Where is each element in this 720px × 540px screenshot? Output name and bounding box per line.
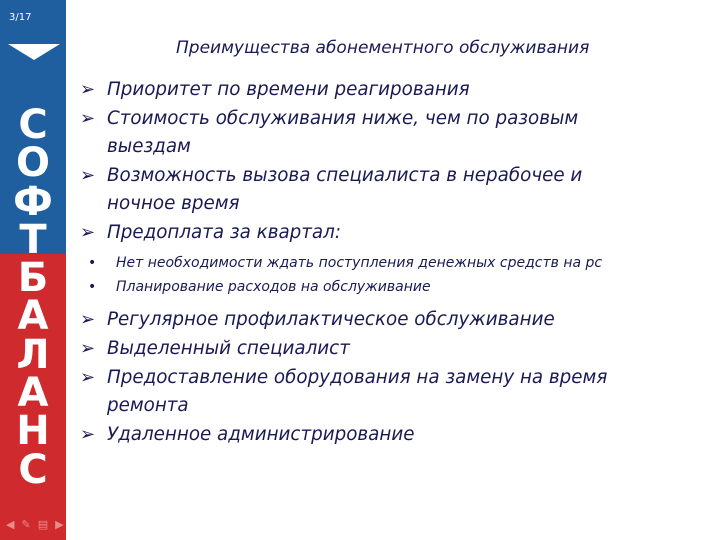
bullet-item <box>78 105 712 161</box>
bullet-item <box>78 335 712 363</box>
arrow-bullet-icon: ➢ <box>80 424 96 445</box>
bullet-line: ночное время <box>107 193 240 214</box>
bullet-line: Предоплата за квартал: <box>107 222 341 243</box>
arrow-bullet-icon: ➢ <box>80 338 96 359</box>
sub-bullet-item <box>78 251 712 275</box>
brand-letter: Б <box>17 255 49 302</box>
dot-bullet-icon: • <box>88 255 97 271</box>
brand-letter: Н <box>16 408 50 455</box>
brand-letter: А <box>17 293 49 340</box>
arrow-bullet-icon: ➢ <box>80 165 96 186</box>
bullet-line: Выделенный специалист <box>107 338 350 359</box>
sidebar <box>0 0 66 540</box>
brand-letter: А <box>17 370 49 417</box>
brand-logo <box>0 102 66 493</box>
brand-letter: С <box>18 102 48 148</box>
slide-number: 3/17 <box>9 12 32 23</box>
brand-letter: Т <box>19 216 47 263</box>
bullet-line: Предоставление оборудования на замену на время <box>107 367 608 388</box>
bullet-line: Возможность вызова специалиста в нерабочее и <box>107 165 583 186</box>
bullet-item <box>78 364 712 420</box>
dot-bullet-icon: • <box>88 279 97 295</box>
bullet-line: Приоритет по времени реагирования <box>107 79 470 100</box>
arrow-bullet-icon: ➢ <box>80 367 96 388</box>
arrow-bullet-icon: ➢ <box>80 222 96 243</box>
bullet-line: выездам <box>107 136 191 157</box>
slide-title: Преимущества абонементного обслуживания <box>176 38 590 58</box>
slide-content <box>78 76 712 450</box>
bullet-line: Регулярное профилактическое обслуживание <box>107 309 555 330</box>
slide-nav-controls <box>6 518 64 531</box>
bullet-item <box>78 219 712 247</box>
arrow-bullet-icon: ➢ <box>80 79 96 100</box>
bullet-item <box>78 162 712 218</box>
bullet-item <box>78 306 712 334</box>
arrow-bullet-icon: ➢ <box>80 309 96 330</box>
sub-bullet-item <box>78 275 712 299</box>
bullet-item <box>78 76 712 104</box>
bullet-line: Удаленное администрирование <box>107 424 415 445</box>
nav-forward-icon[interactable]: ▶ <box>55 518 64 531</box>
bullet-item <box>78 421 712 449</box>
brand-letter: Л <box>16 331 50 378</box>
arrow-bullet-icon: ➢ <box>80 108 96 129</box>
down-triangle-icon <box>8 44 60 60</box>
bullet-line: Стоимость обслуживания ниже, чем по разовым <box>107 108 579 129</box>
sub-bullet-line: Планирование расходов на обслуживание <box>116 279 431 295</box>
brand-letter: О <box>15 140 50 187</box>
pen-icon[interactable]: ✎ <box>21 518 31 531</box>
nav-back-icon[interactable]: ◀ <box>6 518 15 531</box>
brand-letter: С <box>18 446 48 493</box>
sub-bullet-line: Нет необходимости ждать поступления денежных средств на рс <box>116 255 603 271</box>
screen-icon[interactable]: ▤ <box>37 518 49 531</box>
brand-letter: Ф <box>13 178 53 225</box>
bullet-line: ремонта <box>107 395 189 416</box>
